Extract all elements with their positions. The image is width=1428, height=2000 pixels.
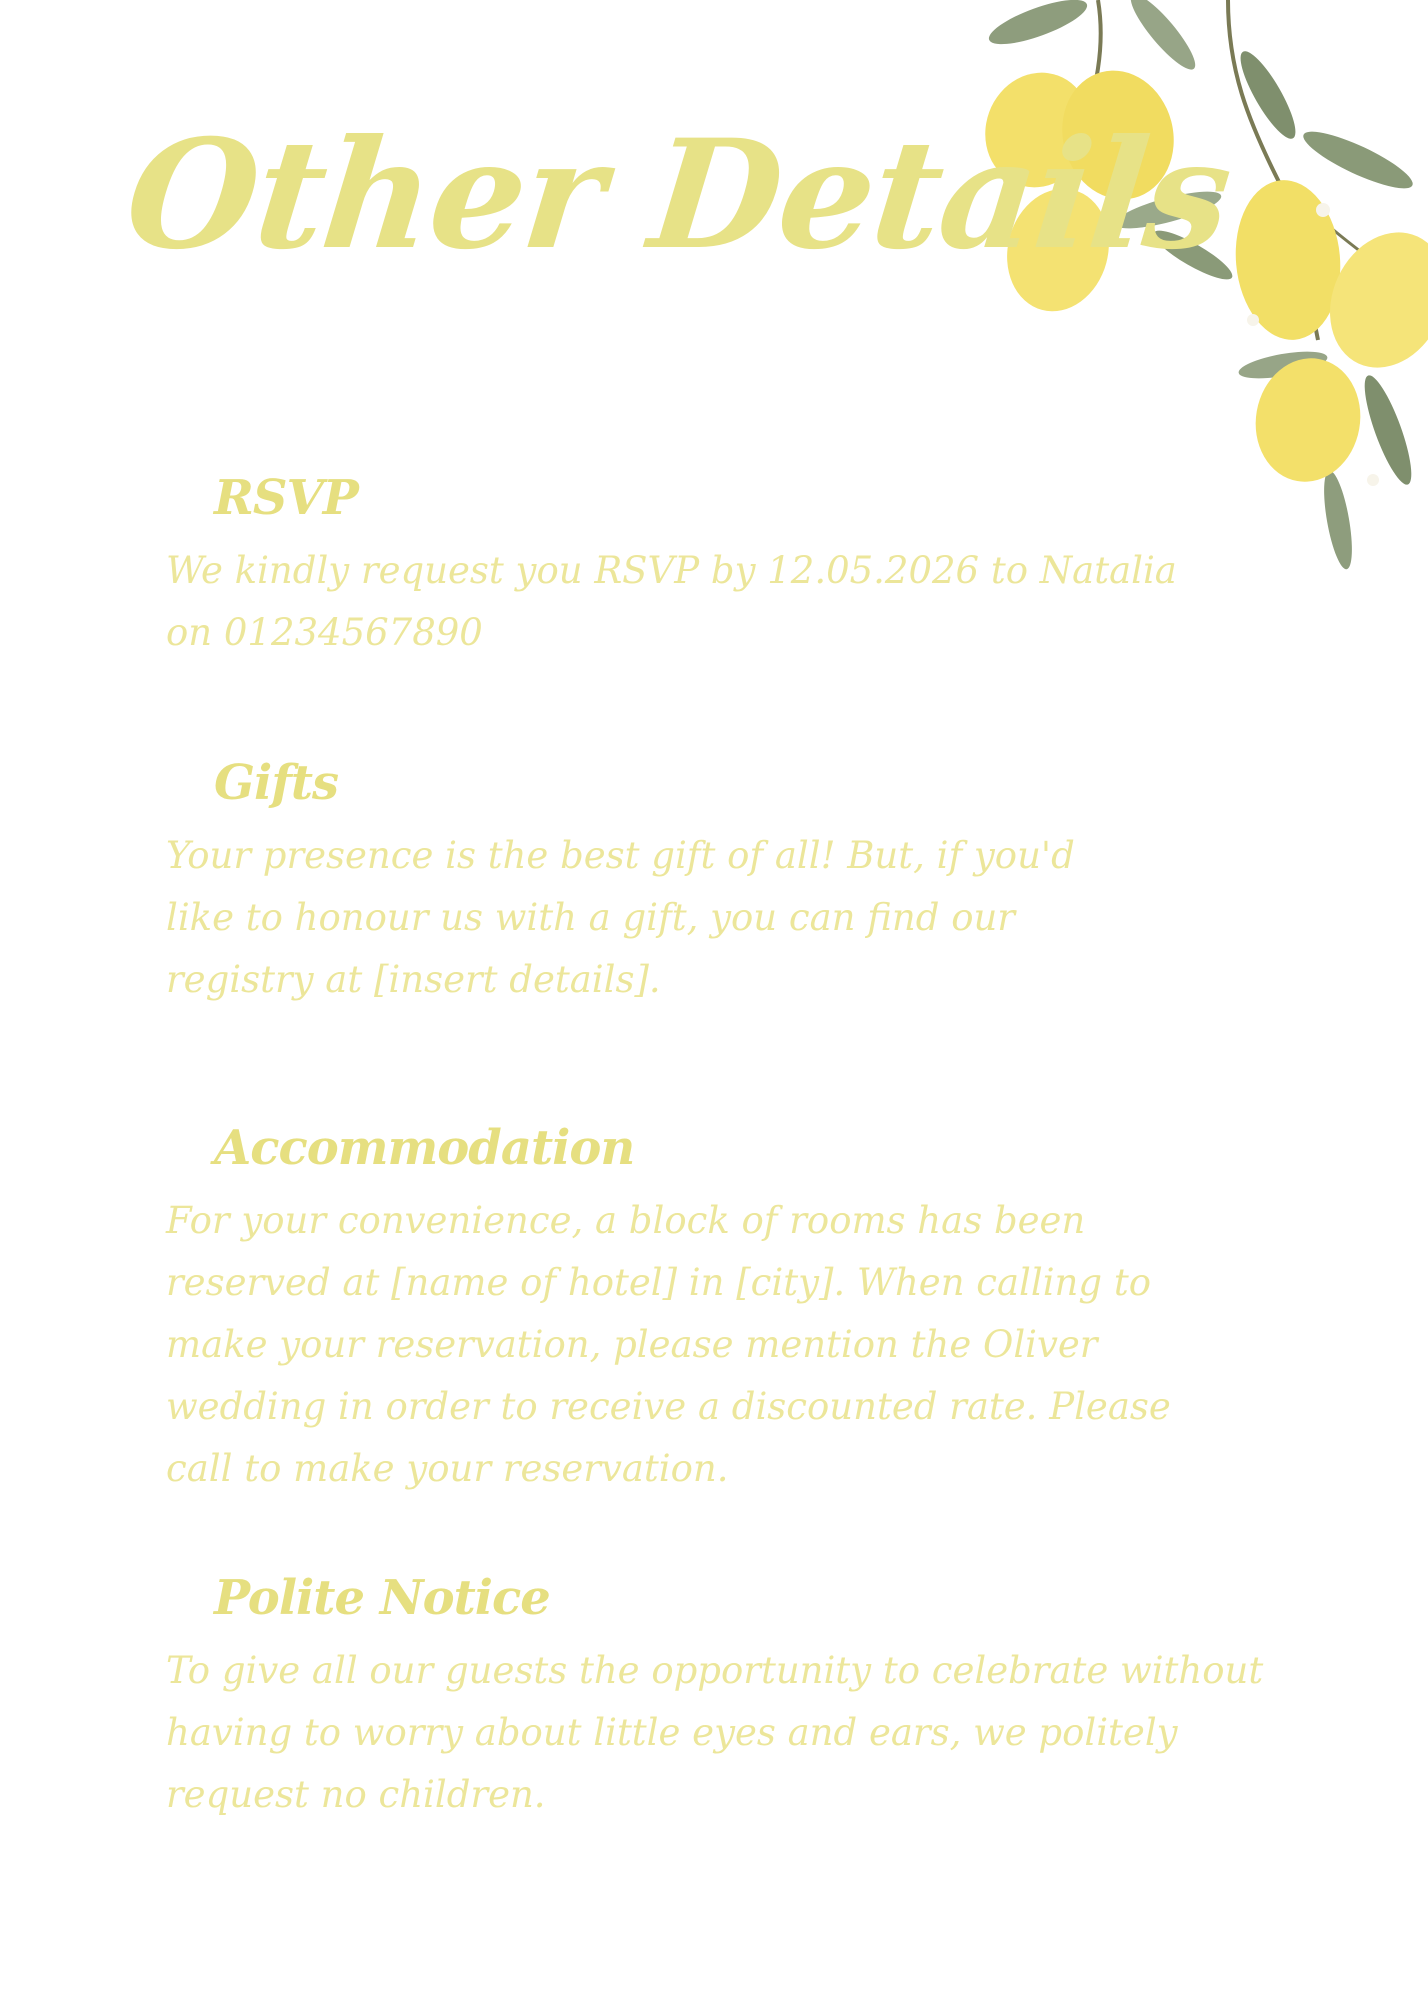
- section-heading: RSVP: [214, 470, 358, 526]
- section-heading: Polite Notice: [214, 1570, 550, 1626]
- section-body: For your convenience, a block of rooms has been reserved at [name of hotel] in [city]. When calling to make your reservation, please mention the Oliver wedding in order to receive a discounted rate. Please call to make your reservation.: [166, 1199, 1171, 1490]
- section-body: Your presence is the best gift of all! But, if you'd like to honour us with a gift, you can find our registry at [insert details].: [166, 834, 1075, 1001]
- page-title: Other Details: [118, 107, 1238, 283]
- section-rsvp: [166, 470, 1286, 664]
- section-polite-notice: [166, 1570, 1286, 1826]
- section-body: To give all our guests the opportunity to celebrate without having to worry about little eyes and ears, we politely request no children.: [166, 1649, 1264, 1816]
- section-heading: Accommodation: [214, 1120, 635, 1176]
- section-accommodation: [166, 1120, 1286, 1500]
- section-body: We kindly request you RSVP by 12.05.2026 to Natalia on 01234567890: [166, 549, 1177, 654]
- section-gifts: [166, 755, 1286, 1011]
- section-heading: Gifts: [214, 755, 339, 811]
